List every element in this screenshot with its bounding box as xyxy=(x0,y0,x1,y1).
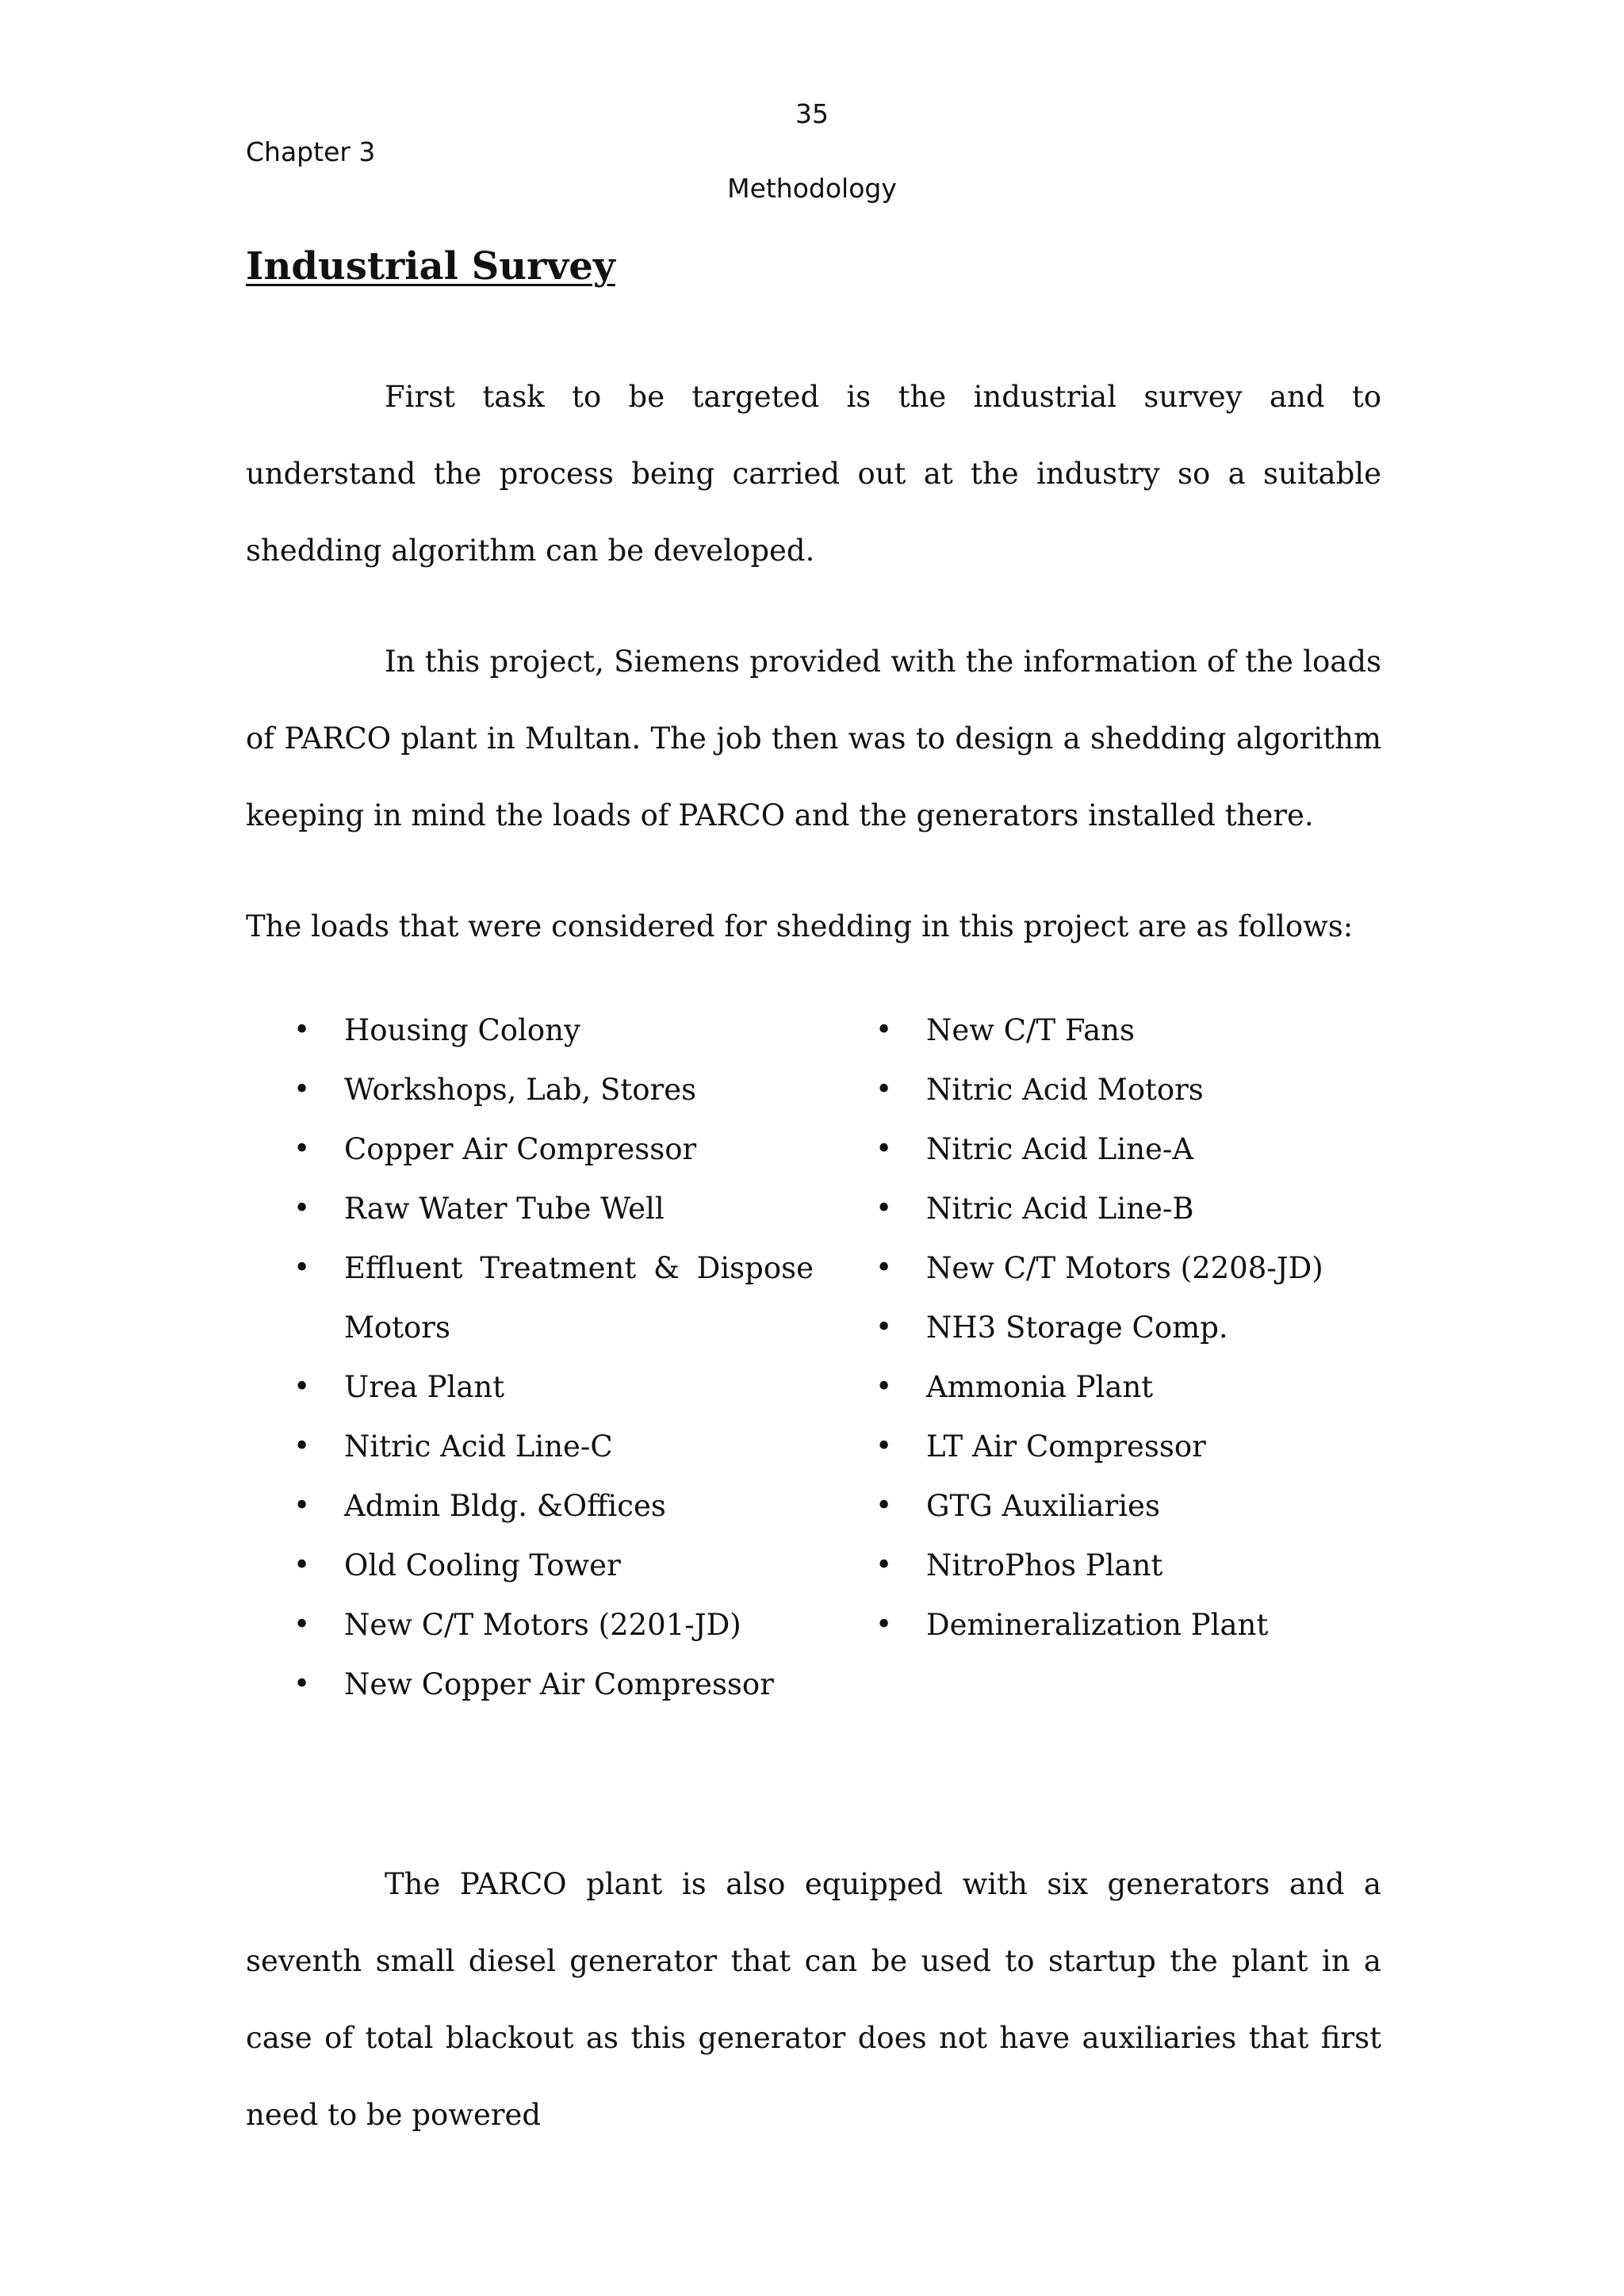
list-item xyxy=(246,1595,814,1655)
bullet-icon: • xyxy=(875,1133,893,1165)
bullet-icon: • xyxy=(293,1133,311,1165)
bullet-icon: • xyxy=(875,1490,893,1522)
page-number: 35 xyxy=(795,98,829,129)
list-item xyxy=(246,1238,814,1357)
list-item-label: Demineralization Plant xyxy=(926,1608,1269,1642)
list-item-label: Copper Air Compressor xyxy=(344,1132,697,1166)
list-item xyxy=(246,1476,814,1536)
section-header: Methodology xyxy=(727,173,897,204)
list-item xyxy=(246,1001,814,1060)
paragraph-loads-intro: The loads that were considered for shedding in this project are as follows: xyxy=(246,909,1354,943)
bullet-icon: • xyxy=(875,1371,893,1403)
list-item-label: Old Cooling Tower xyxy=(344,1548,621,1582)
bullet-icon: • xyxy=(875,1609,893,1641)
bullet-icon: • xyxy=(875,1014,893,1047)
list-item-label: Nitric Acid Line-B xyxy=(926,1192,1194,1226)
loads-list-left xyxy=(246,1001,814,1714)
list-item xyxy=(828,1001,1383,1060)
list-item xyxy=(246,1060,814,1119)
list-item xyxy=(246,1417,814,1476)
bullet-icon: • xyxy=(293,1371,311,1403)
list-item-label: New Copper Air Compressor xyxy=(344,1667,774,1701)
list-item-label: Workshops, Lab, Stores xyxy=(344,1073,697,1107)
list-item-label: GTG Auxiliaries xyxy=(926,1489,1160,1523)
list-item-label: Raw Water Tube Well xyxy=(344,1192,665,1226)
list-item xyxy=(246,1655,814,1714)
list-item xyxy=(246,1179,814,1238)
list-item xyxy=(246,1119,814,1179)
list-item xyxy=(828,1238,1383,1298)
list-item-label: NH3 Storage Comp. xyxy=(926,1311,1228,1345)
bullet-icon: • xyxy=(293,1252,311,1284)
list-item xyxy=(828,1476,1383,1536)
bullet-icon: • xyxy=(875,1192,893,1225)
list-item xyxy=(828,1357,1383,1417)
paragraph-intro: First task to be targeted is the industrial survey and to understand the process being carried out at the industry so a suitable shedding algorithm can be developed. xyxy=(246,380,1381,568)
list-item-label: New C/T Fans xyxy=(926,1013,1135,1047)
list-item xyxy=(828,1595,1383,1655)
bullet-icon: • xyxy=(875,1252,893,1284)
bullet-icon: • xyxy=(293,1192,311,1225)
list-item-label: Nitric Acid Line-C xyxy=(344,1429,613,1464)
list-item xyxy=(828,1536,1383,1595)
bullet-icon: • xyxy=(875,1430,893,1463)
list-item-label: NitroPhos Plant xyxy=(926,1548,1163,1582)
list-item-label: Ammonia Plant xyxy=(926,1370,1154,1404)
bullet-icon: • xyxy=(875,1549,893,1582)
list-item-label: New C/T Motors (2208-JD) xyxy=(926,1251,1323,1285)
bullet-icon: • xyxy=(875,1311,893,1344)
list-item-label: Effluent Treatment & Dispose Motors xyxy=(344,1251,814,1345)
bullet-icon: • xyxy=(293,1490,311,1522)
list-item xyxy=(828,1417,1383,1476)
list-item-label: New C/T Motors (2201-JD) xyxy=(344,1608,741,1642)
chapter-header: Chapter 3 xyxy=(246,136,376,167)
bullet-icon: • xyxy=(875,1073,893,1106)
paragraph-generators: The PARCO plant is also equipped with six generators and a seventh small diesel generator that can be used to startup the plant in a case of total blackout as this generator does not have auxiliaries that first need to be powered xyxy=(246,1867,1381,2132)
list-item xyxy=(828,1298,1383,1357)
list-item xyxy=(246,1357,814,1417)
list-item-label: Housing Colony xyxy=(344,1013,580,1047)
list-item xyxy=(828,1060,1383,1119)
list-item-label: Admin Bldg. &Offices xyxy=(344,1489,666,1523)
bullet-icon: • xyxy=(293,1609,311,1641)
paragraph-project: In this project, Siemens provided with the information of the loads of PARCO plant in Multan. The job then was to design a shedding algorithm keeping in mind the loads of PARCO and the generators installed there. xyxy=(246,645,1381,832)
bullet-icon: • xyxy=(293,1073,311,1106)
loads-list-right xyxy=(828,1001,1383,1655)
list-item xyxy=(828,1119,1383,1179)
section-heading: Industrial Survey xyxy=(246,244,615,289)
list-item-label: Urea Plant xyxy=(344,1370,505,1404)
bullet-icon: • xyxy=(293,1549,311,1582)
bullet-icon: • xyxy=(293,1014,311,1047)
bullet-icon: • xyxy=(293,1430,311,1463)
list-item xyxy=(828,1179,1383,1238)
list-item-label: LT Air Compressor xyxy=(926,1429,1206,1464)
bullet-icon: • xyxy=(293,1668,311,1701)
list-item-label: Nitric Acid Motors xyxy=(926,1073,1204,1107)
list-item-label: Nitric Acid Line-A xyxy=(926,1132,1194,1166)
list-item xyxy=(246,1536,814,1595)
